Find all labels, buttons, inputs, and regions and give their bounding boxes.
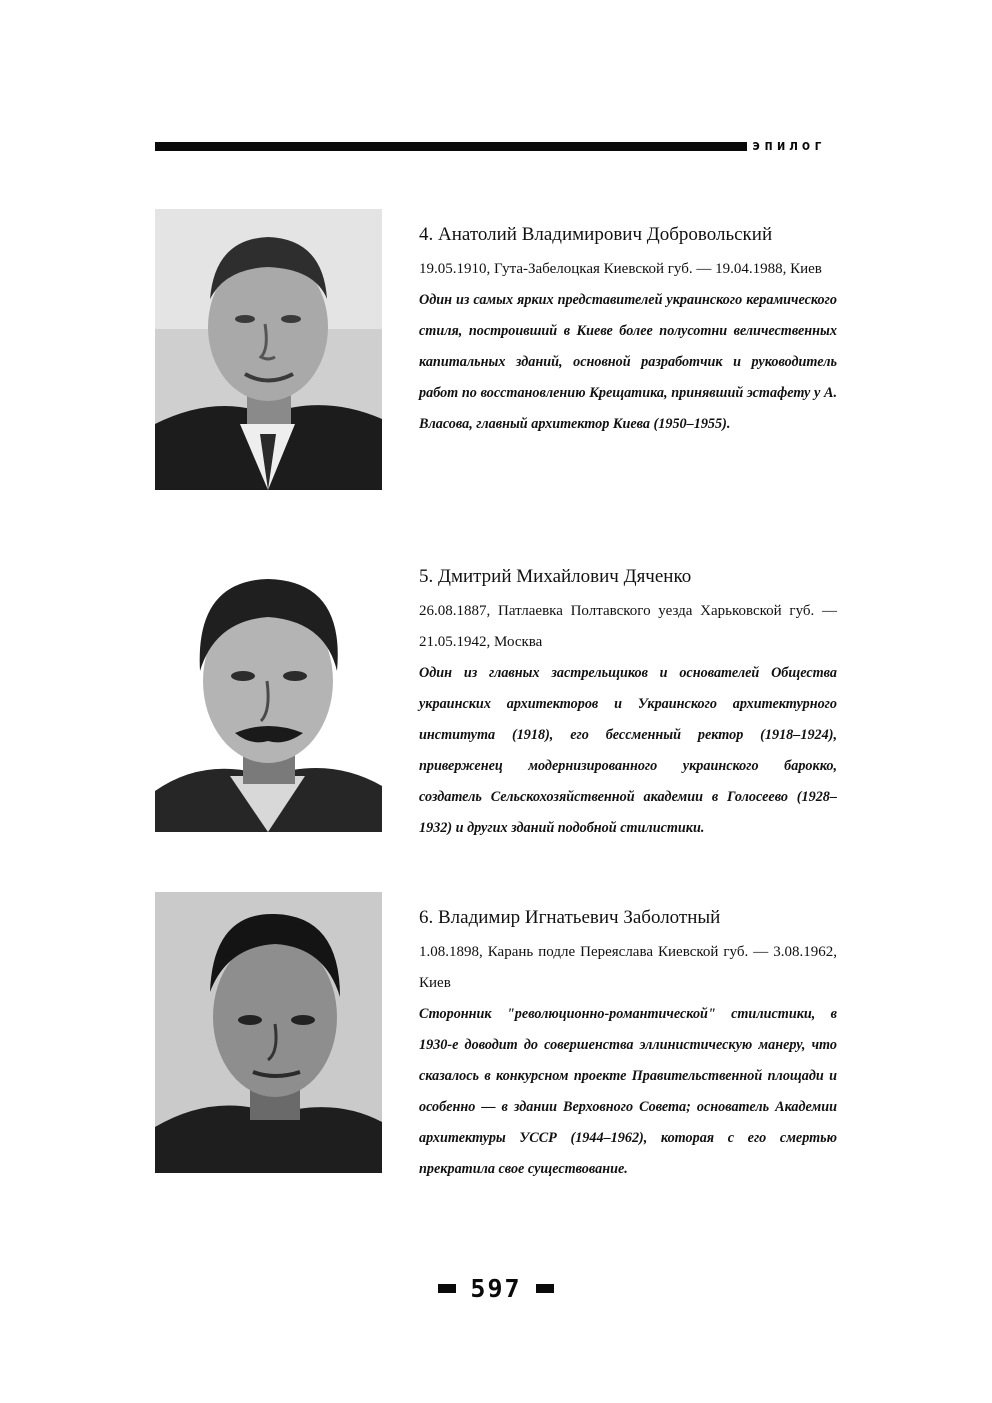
entry-text: [419, 565, 837, 844]
life-dates: 19.05.1910, Гута-Забелоцкая Киевской губ. — 19.04.1988, Киев: [419, 261, 822, 277]
biography-description: Сторонник "революционно-романтической" стилистики, в 1930-е доводит до совершенства эллинистическую манеру, что сказалось в конкурсном проекте Правительственной площади и особенно — в здании Верховного Совета; основатель Академии архитектуры УССР (1944–1962), которая с его смертью прекратила свое существование.: [419, 1006, 837, 1177]
portrait-image: [155, 209, 382, 490]
entry-text: [419, 223, 837, 440]
person-name: 4. Анатолий Владимирович Добровольский: [419, 224, 773, 245]
header-rule: [155, 142, 747, 151]
portrait-photo: [155, 892, 382, 1173]
footer-bar-left: [438, 1284, 456, 1293]
person-name: 5. Дмитрий Михайлович Дяченко: [419, 566, 692, 587]
portrait-image: [155, 892, 382, 1173]
person-name: 6. Владимир Игнатьевич Заболотный: [419, 907, 721, 928]
running-header: эпилог: [752, 138, 827, 154]
portrait-photo: [155, 551, 382, 832]
footer-bar-right: [536, 1284, 554, 1293]
page-footer: [0, 1274, 992, 1304]
biography-description: Один из главных застрельщиков и основателей Общества украинских архитекторов и Украинского архитектурного института (1918), его бессменный ректор (1918–1924), приверженец модернизированного украинского барокко, создатель Сельскохозяйственной академии в Голосеево (1928–1932) и других зданий подобной стилистики.: [419, 665, 837, 836]
life-dates: 1.08.1898, Карань подле Переяслава Киевской губ. — 3.08.1962, Киев: [419, 944, 837, 991]
portrait-photo: [155, 209, 382, 490]
biography-description: Один из самых ярких представителей украинского керамического стиля, построивший в Киеве более полусотни величественных капитальных зданий, основной разработчик и руководитель работ по восстановлению Крещатика, принявший эстафету у А. Власова, главный архитектор Киева (1950–1955).: [419, 292, 837, 432]
life-dates: 26.08.1887, Патлаевка Полтавского уезда Харьковской губ. — 21.05.1942, Москва: [419, 603, 837, 650]
entry-text: [419, 906, 837, 1185]
portrait-image: [155, 551, 382, 832]
page-number: 597: [470, 1274, 522, 1303]
